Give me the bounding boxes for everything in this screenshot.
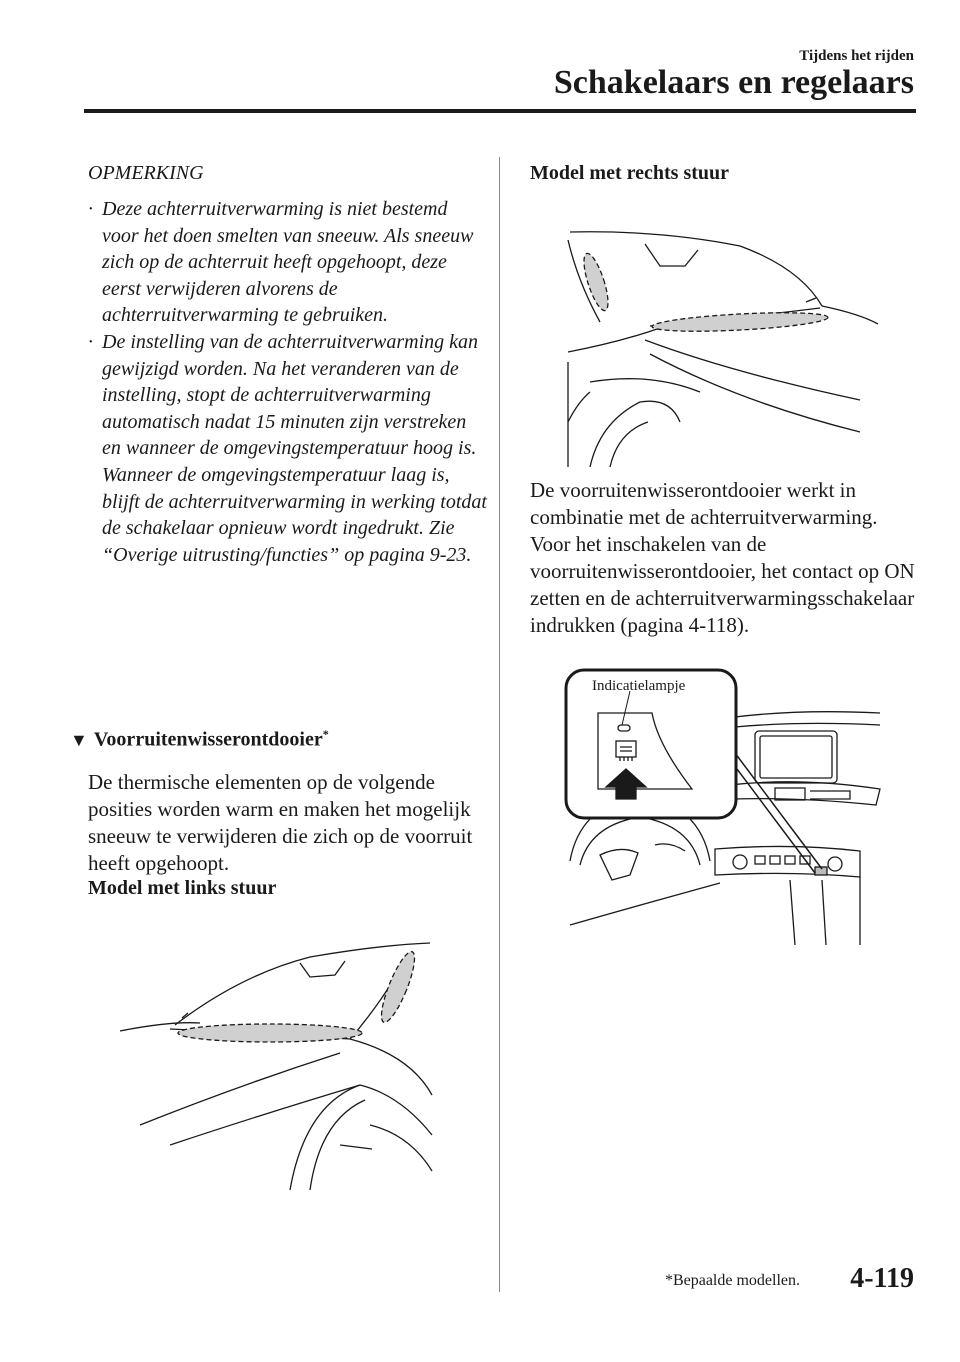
bullet-icon: · (88, 330, 93, 353)
note-item-text: Deze achterruitverwarming is niet bestemd voor het doen smelten van sneeuw. Als sneeuw zich op de achterruit heeft opgehoopt, deze eerst verwijderen alvorens de achterruitverwarming te gebruiken. (102, 198, 474, 327)
lhd-windshield-illustration (110, 935, 440, 1195)
indicator-lamp-label: Indicatielampje (592, 678, 686, 694)
header-rule (84, 109, 916, 113)
note-item-text: De instelling van de achterruitverwarming kan gewijzigd worden. Na het veranderen van de instelling, stopt de achterruitverwarming automatisch nadat 15 minuten zijn verstreken en wanneer de omgevingstemperatuur hoog is. Wanneer de omgevingstemperatuur laag is, blijft de achterruitverwarming in werking totdat de schakelaar opnieuw wordt ingedrukt. Zie “Overige uitrusting/functies” op pagina 9-23. (102, 330, 487, 566)
section-heading (70, 727, 329, 752)
defroster-description: De voorruitenwisserontdooier werkt in combinatie met de achterruitverwarming. Voor het inschakelen van de voorruitenwisserontdooier, het contact op ON zetten en de achterruitverwarmingsschakelaar indrukken (pagina 4-118). (530, 478, 915, 637)
chapter-title: Schakelaars en regelaars (553, 64, 914, 101)
rhd-model-label: Model met rechts stuur (530, 162, 730, 184)
note-title: OPMERKING (88, 162, 204, 184)
note-item (88, 196, 488, 329)
asterisk-mark: * (322, 727, 329, 741)
bullet-icon: · (88, 198, 93, 220)
note-list (88, 196, 488, 568)
footer-note: *Bepaalde modellen. (664, 1272, 800, 1289)
section-header: Tijdens het rijden (799, 48, 914, 64)
note-item (88, 329, 488, 568)
column-divider (499, 157, 500, 1292)
defroster-switch-illustration (560, 665, 890, 950)
triangle-marker-icon: ▼ (70, 729, 88, 750)
page-number: 4-119 (850, 1263, 914, 1294)
lhd-model-label: Model met links stuur (88, 877, 277, 899)
section-heading-text: Voorruitenwisserontdooier (93, 728, 323, 751)
rhd-windshield-illustration (560, 222, 880, 472)
section-body: De thermische elementen op de volgende posities worden warm en maken het mogelijk sneeuw te verwijderen die zich op de voorruit heeft opgehoopt. (88, 770, 473, 875)
